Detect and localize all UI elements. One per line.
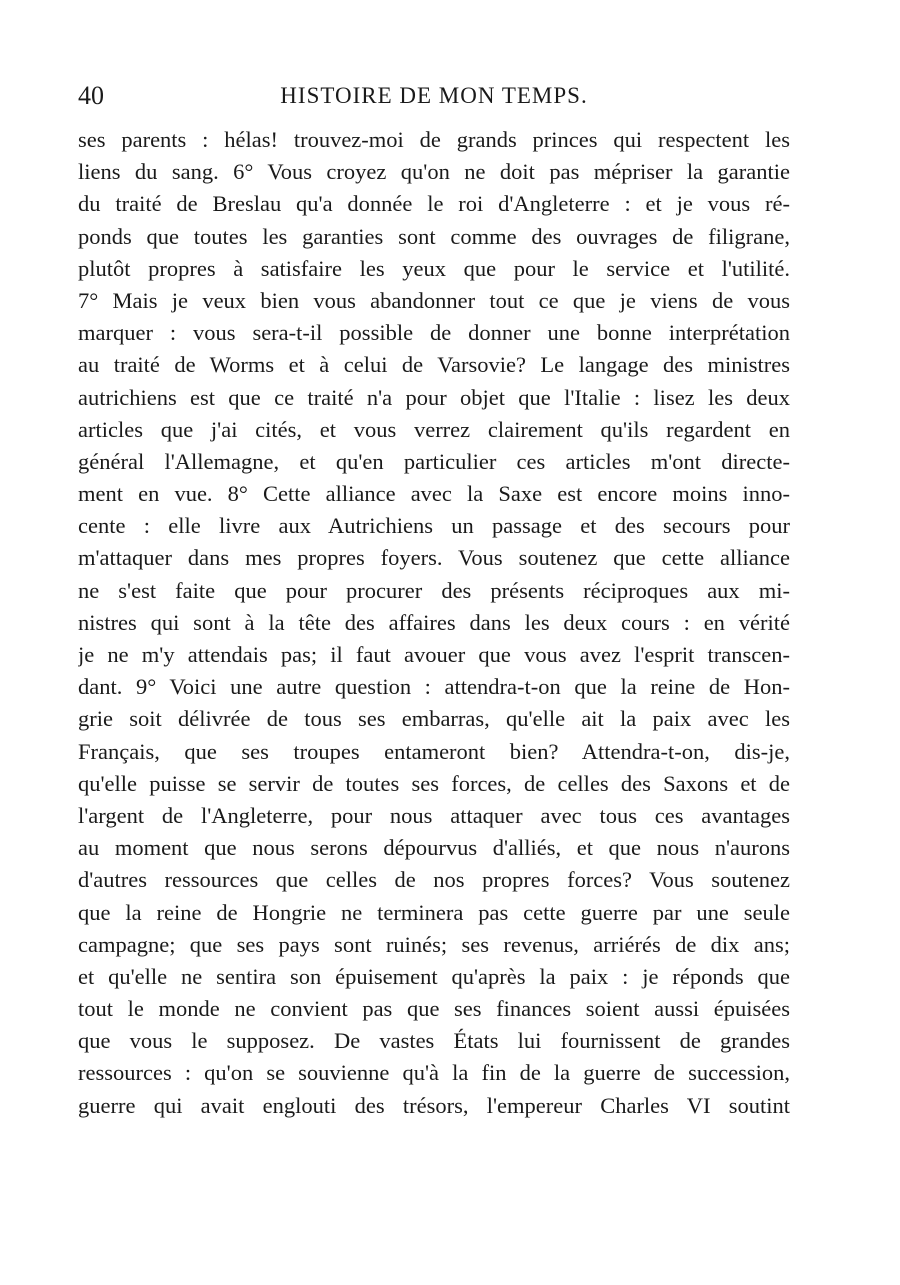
- text-line: que vous le supposez. De vastes États lui fournissent de grandes: [78, 1028, 790, 1054]
- text-line: articles que j'ai cités, et vous verrez clairement qu'ils regardent en: [78, 416, 790, 442]
- text-line: grie soit délivrée de tous ses embarras, qu'elle ait la paix avec les: [78, 706, 790, 732]
- text-line: dant. 9° Voici une autre question : attendra-t-on que la reine de Hon-: [78, 674, 790, 700]
- text-line: campagne; que ses pays sont ruinés; ses revenus, arriérés de dix ans;: [78, 931, 790, 957]
- text-line: autrichiens est que ce traité n'a pour objet que l'Italie : lisez les deux: [78, 384, 790, 410]
- text-line: au moment que nous serons dépourvus d'alliés, et que nous n'aurons: [78, 835, 790, 861]
- text-line: ponds que toutes les garanties sont comme des ouvrages de filigrane,: [78, 223, 790, 249]
- text-line: et qu'elle ne sentira son épuisement qu'après la paix : je réponds que: [78, 963, 790, 989]
- text-line: au traité de Worms et à celui de Varsovie? Le langage des ministres: [78, 352, 790, 378]
- text-line: m'attaquer dans mes propres foyers. Vous soutenez que cette alliance: [78, 545, 790, 571]
- text-line: Français, que ses troupes entameront bien? Attendra-t-on, dis-je,: [78, 738, 790, 764]
- body-text: [78, 124, 790, 1122]
- text-line: cente : elle livre aux Autrichiens un passage et des secours pour: [78, 513, 790, 539]
- page-number: 40: [78, 81, 104, 110]
- text-line: nistres qui sont à la tête des affaires dans les deux cours : en vérité: [78, 609, 790, 635]
- text-line: général l'Allemagne, et qu'en particulier ces articles m'ont directe-: [78, 448, 790, 474]
- text-line: guerre qui avait englouti des trésors, l'empereur Charles VI soutint: [78, 1092, 790, 1118]
- text-line: ressources : qu'on se souvienne qu'à la fin de la guerre de succession,: [78, 1060, 790, 1086]
- text-line: ne s'est faite que pour procurer des présents réciproques aux mi-: [78, 577, 790, 603]
- text-line: l'argent de l'Angleterre, pour nous attaquer avec tous ces avantages: [78, 802, 790, 828]
- text-line: 7° Mais je veux bien vous abandonner tout ce que je viens de vous: [78, 287, 790, 313]
- text-line: plutôt propres à satisfaire les yeux que pour le service et l'utilité.: [78, 255, 790, 281]
- text-line: du traité de Breslau qu'a donnée le roi d'Angleterre : et je vous ré-: [78, 191, 790, 217]
- text-line: tout le monde ne convient pas que ses finances soient aussi épuisées: [78, 996, 790, 1022]
- text-line: d'autres ressources que celles de nos propres forces? Vous soutenez: [78, 867, 790, 893]
- text-line: liens du sang. 6° Vous croyez qu'on ne doit pas mépriser la garantie: [78, 159, 790, 185]
- running-title: HISTOIRE DE MON TEMPS.: [280, 83, 588, 108]
- text-line: ment en vue. 8° Cette alliance avec la Saxe est encore moins inno-: [78, 481, 790, 507]
- text-line: que la reine de Hongrie ne terminera pas cette guerre par une seule: [78, 899, 790, 925]
- text-line: qu'elle puisse se servir de toutes ses forces, de celles des Saxons et de: [78, 770, 790, 796]
- text-line: je ne m'y attendais pas; il faut avouer que vous avez l'esprit transcen-: [78, 642, 790, 667]
- running-head: [78, 80, 790, 112]
- text-line: ses parents : hélas! trouvez-moi de grands princes qui respectent les: [78, 127, 790, 152]
- text-line: marquer : vous sera-t-il possible de donner une bonne interprétation: [78, 320, 790, 346]
